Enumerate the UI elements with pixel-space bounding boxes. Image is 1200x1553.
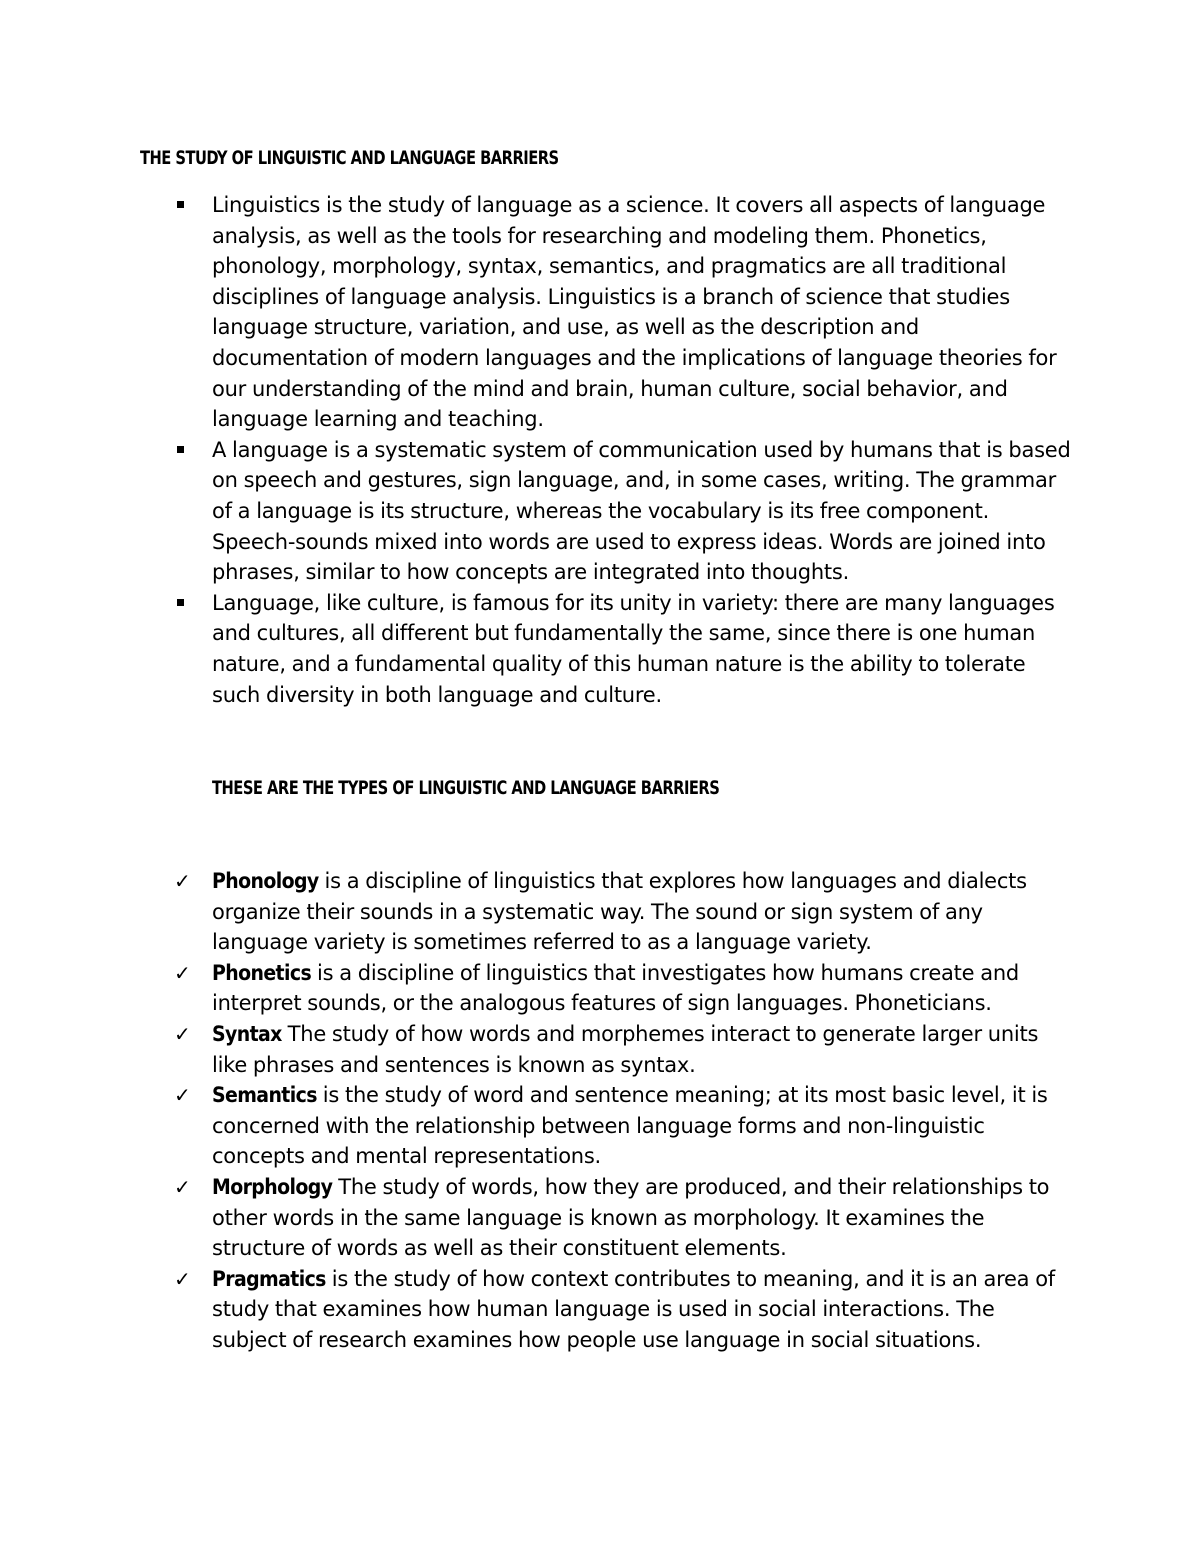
list-item	[212, 435, 1072, 588]
checkmark-icon: ✓	[174, 1021, 191, 1046]
list-item	[212, 588, 1072, 710]
term-description: is a discipline of linguistics that explores how languages and dialects organize their sounds in a systematic way. The sound or sign system of any language variety is sometimes referred to as a language variety.	[212, 869, 1027, 955]
section-heading-types: THESE ARE THE TYPES OF LINGUISTIC AND LANGUAGE BARRIERS	[212, 777, 720, 799]
square-bullet-icon	[177, 599, 184, 606]
list-item-pragmatics	[174, 1264, 1072, 1356]
list-item-syntax	[174, 1019, 1072, 1080]
study-bullet-list	[212, 190, 1072, 710]
term-label: Pragmatics	[212, 1266, 326, 1291]
term-label: Syntax	[212, 1021, 282, 1046]
section-heading-study: THE STUDY OF LINGUISTIC AND LANGUAGE BARRIERS	[140, 147, 559, 169]
types-checklist	[174, 866, 1072, 1356]
list-item-morphology	[174, 1172, 1072, 1264]
list-item-phonetics	[174, 958, 1072, 1019]
list-item-text: Linguistics is the study of language as a science. It covers all aspects of language analysis, as well as the tools for researching and modeling them. Phonetics, phonology, morphology, syntax, semantics, and pragmatics are all traditional disciplines of language analysis. Linguistics is a branch of science that studies language structure, variation, and use, as well as the description and documentation of modern languages and the implications of language theories for our understanding of the mind and brain, human culture, social behavior, and language learning and teaching.	[212, 193, 1057, 432]
term-label: Morphology	[212, 1174, 333, 1199]
term-description: is the study of how context contributes to meaning, and it is an area of study that examines how human language is used in social interactions. The subject of research examines how people use language in social situations.	[212, 1266, 1055, 1352]
term-label: Phonology	[212, 869, 319, 893]
term-description: The study of how words and morphemes interact to generate larger units like phrases and sentences is known as syntax.	[212, 1021, 1039, 1077]
term-label: Semantics	[212, 1083, 317, 1108]
square-bullet-icon	[177, 446, 184, 453]
square-bullet-icon	[177, 201, 184, 208]
checkmark-icon: ✓	[174, 1174, 191, 1199]
list-item-text: Language, like culture, is famous for its unity in variety: there are many languages and cultures, all different but fundamentally the same, since there is one human nature, and a fundamental quality of this human nature is the ability to tolerate such diversity in both language and culture.	[212, 590, 1055, 707]
checkmark-icon: ✓	[174, 869, 191, 893]
list-item-text: A language is a systematic system of communication used by humans that is based on speech and gestures, sign language, and, in some cases, writing. The grammar of a language is its structure, whereas the vocabulary is its free component. Speech-sounds mixed into words are used to express ideas. Words are joined into phrases, similar to how concepts are integrated into thoughts.	[212, 437, 1071, 585]
term-description: is a discipline of linguistics that investigates how humans create and interpret sounds, or the analogous features of sign languages. Phoneticians.	[212, 960, 1019, 1016]
checkmark-icon: ✓	[174, 1266, 191, 1291]
list-item-phonology	[174, 866, 1072, 958]
list-item	[212, 190, 1072, 435]
checkmark-icon: ✓	[174, 1083, 191, 1108]
term-label: Phonetics	[212, 960, 312, 985]
list-item-semantics	[174, 1080, 1072, 1172]
term-description: The study of words, how they are produced, and their relationships to other words in the same language is known as morphology. It examines the structure of words as well as their constituent elements.	[212, 1174, 1050, 1261]
term-description: is the study of word and sentence meaning; at its most basic level, it is concerned with the relationship between language forms and non-linguistic concepts and mental representations.	[212, 1083, 1048, 1169]
checkmark-icon: ✓	[174, 960, 191, 985]
